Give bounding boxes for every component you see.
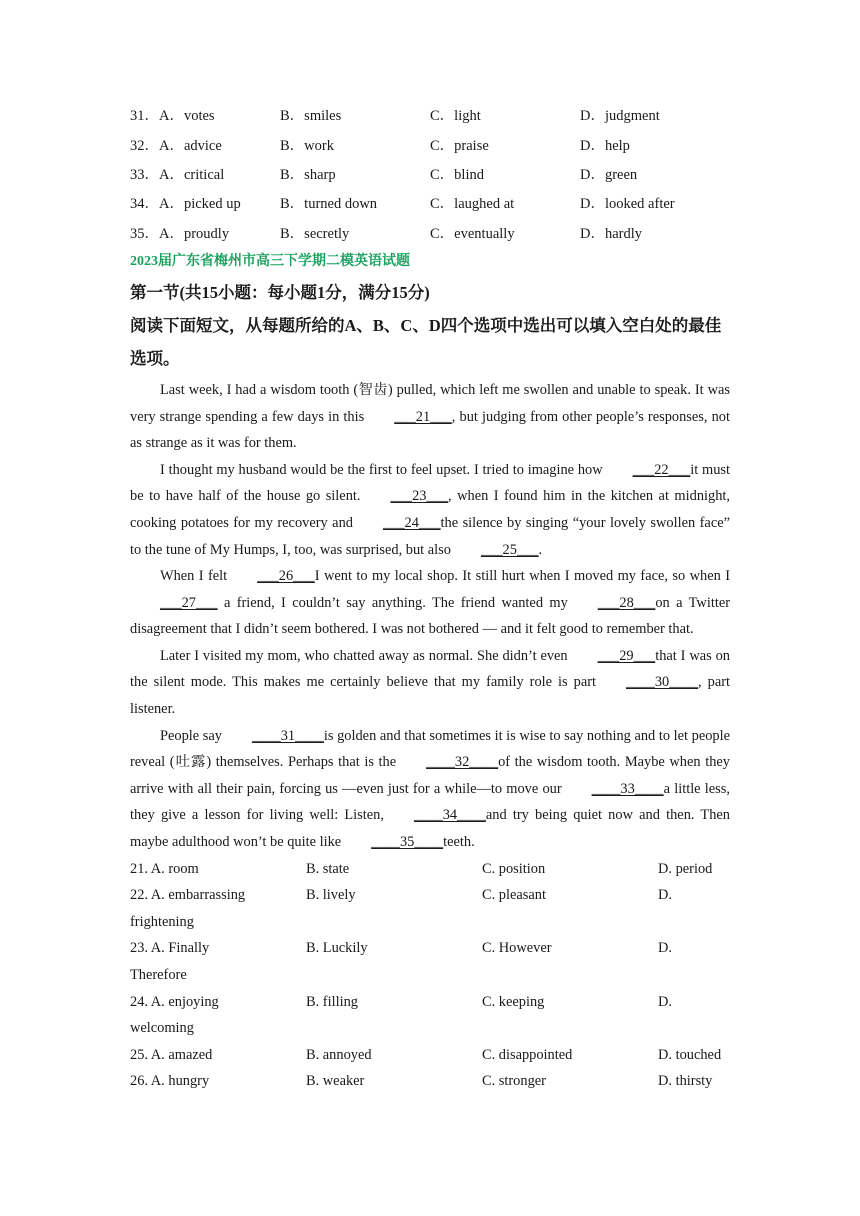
paragraph-3: When I felt ___26___I went to my local shop. It still hurt when I moved my face, so when I___27___ a friend, I couldn’t say anything. The friend wanted my ___28___on a Twitter disagreement that I didn’t seem bothered. I was not bothered — and it felt good to remember that. xyxy=(130,563,730,643)
option-c: C. disappointed xyxy=(482,1046,573,1063)
option-b: B. state xyxy=(306,860,350,877)
blank-33: ____33____ xyxy=(591,780,664,797)
blank-22: ___22___ xyxy=(632,461,691,478)
option-b: B．sharp xyxy=(280,166,336,183)
option-d: D．judgment xyxy=(580,108,660,125)
blank-30: ____30____ xyxy=(626,674,698,691)
option-b: B．secretly xyxy=(280,225,350,242)
question-row-26 xyxy=(130,1068,730,1095)
instruction: 阅读下面短文，从每题所给的A、B、C、D四个选项中选出可以填入空白处的最佳选项。 xyxy=(130,315,722,368)
mc-top-block xyxy=(130,100,730,247)
paragraph-5: People say ____31____is golden and that sometimes it is wise to say nothing and to let people reveal (吐露) themselves. Perhaps that is the ____32____of the wisdom tooth. Maybe when they arrive with all their pain, forcing us —even just for a while—to move our ____33____a little less, they give a lesson for living well: Listen, ____34____and try being quiet now and then. Then maybe adulthood won’t be quite like ____35____teeth. xyxy=(130,723,730,856)
option-d-text: Therefore xyxy=(130,967,187,984)
blank-23: ___23___ xyxy=(390,488,449,505)
option-d: D. thirsty xyxy=(658,1073,713,1090)
question-row-32 xyxy=(130,129,730,158)
blank-31: ____31____ xyxy=(251,727,324,744)
option-a: 26. A. hungry xyxy=(130,1073,210,1090)
question-row-25 xyxy=(130,1042,730,1069)
option-c: C. pleasant xyxy=(482,887,546,904)
option-d: D．help xyxy=(580,137,630,154)
option-d: D. touched xyxy=(658,1046,722,1063)
blank-35: ____35____ xyxy=(371,834,444,851)
option-d: D．hardly xyxy=(580,225,643,242)
option-b: B. lively xyxy=(306,887,356,904)
option-a: 31．A．votes xyxy=(130,108,215,125)
paragraph-4: Later I visited my mom, who chatted away as normal. She didn’t even ___29___that I was on the silent mode. This makes me certainly believe that my family role is part ____30____, part listener. xyxy=(130,643,730,723)
option-b: B. Luckily xyxy=(306,940,368,957)
option-d: D．green xyxy=(580,166,638,183)
question-row-21 xyxy=(130,856,730,883)
mc-bottom-block xyxy=(130,856,730,1095)
option-b: B．turned down xyxy=(280,196,378,213)
exam-page xyxy=(130,100,730,1095)
option-c: C. However xyxy=(482,940,552,957)
blank-24: ___24___ xyxy=(382,514,441,531)
question-row-31 xyxy=(130,100,730,129)
option-c: C．praise xyxy=(430,137,489,154)
option-a: 34．A．picked up xyxy=(130,196,241,213)
option-a: 21. A. room xyxy=(130,860,199,877)
option-b: B．smiles xyxy=(280,108,342,125)
option-c: C．light xyxy=(430,108,481,125)
option-a: 33．A．critical xyxy=(130,166,225,183)
option-d: D. xyxy=(658,887,672,904)
option-d: D. period xyxy=(658,860,713,877)
blank-27: ___27___ xyxy=(160,594,218,611)
option-a: 25. A. amazed xyxy=(130,1046,213,1063)
option-a: 24. A. enjoying xyxy=(130,993,219,1010)
option-d-text: frightening xyxy=(130,913,194,930)
option-c: C. stronger xyxy=(482,1073,546,1090)
blank-32: ____32____ xyxy=(426,754,499,771)
question-row-34 xyxy=(130,188,730,217)
section-heading: 第一节(共15小题：每小题1分，满分15分) xyxy=(130,282,430,302)
passage xyxy=(130,377,730,856)
paragraph-1: Last week, I had a wisdom tooth (智齿) pulled, which left me swollen and unable to speak. It was very strange spending a few days in this ___21___, but judging from other people’s responses, not as strange as it was for them. xyxy=(130,381,730,452)
option-d: D．looked after xyxy=(580,196,675,213)
paragraph-2: I thought my husband would be the first to feel upset. I tried to imagine how ___22___it must be to have half of the house go silent. ___23___, when I found him in the kitchen at midnight, cooking potatoes for my recovery and ___24___the silence by singing “your lovely swollen face” to the tune of My Humps, I, too, was surprised, but also ___25___. xyxy=(130,457,730,563)
option-a: 35．A．proudly xyxy=(130,225,230,242)
option-b: B. filling xyxy=(306,993,358,1010)
option-d-text: welcoming xyxy=(130,1020,194,1037)
option-b: B. annoyed xyxy=(306,1046,372,1063)
question-row-35 xyxy=(130,218,730,247)
blank-34: ____34____ xyxy=(413,807,486,824)
option-d: D. xyxy=(658,940,672,957)
option-a: 23. A. Finally xyxy=(130,940,210,957)
question-row-22 xyxy=(130,882,730,935)
option-c: C. position xyxy=(482,860,546,877)
question-row-23 xyxy=(130,935,730,988)
option-a: 32．A．advice xyxy=(130,137,222,154)
option-a: 22. A. embarrassing xyxy=(130,887,246,904)
blank-26: ___26___ xyxy=(257,568,315,585)
blank-25: ___25___ xyxy=(480,541,539,558)
option-c: C．blind xyxy=(430,166,484,183)
blank-29: ___29___ xyxy=(597,647,656,664)
option-c: C．eventually xyxy=(430,225,515,242)
option-c: C. keeping xyxy=(482,993,545,1010)
option-d: D. xyxy=(658,993,672,1010)
option-c: C．laughed at xyxy=(430,196,515,213)
question-row-33 xyxy=(130,159,730,188)
source-title: 2023届广东省梅州市高三下学期二模英语试题 xyxy=(130,253,410,269)
blank-28: ___28___ xyxy=(597,594,656,611)
blank-21: ___21___ xyxy=(394,408,452,425)
option-b: B. weaker xyxy=(306,1073,365,1090)
question-row-24 xyxy=(130,989,730,1042)
option-b: B．work xyxy=(280,137,334,154)
